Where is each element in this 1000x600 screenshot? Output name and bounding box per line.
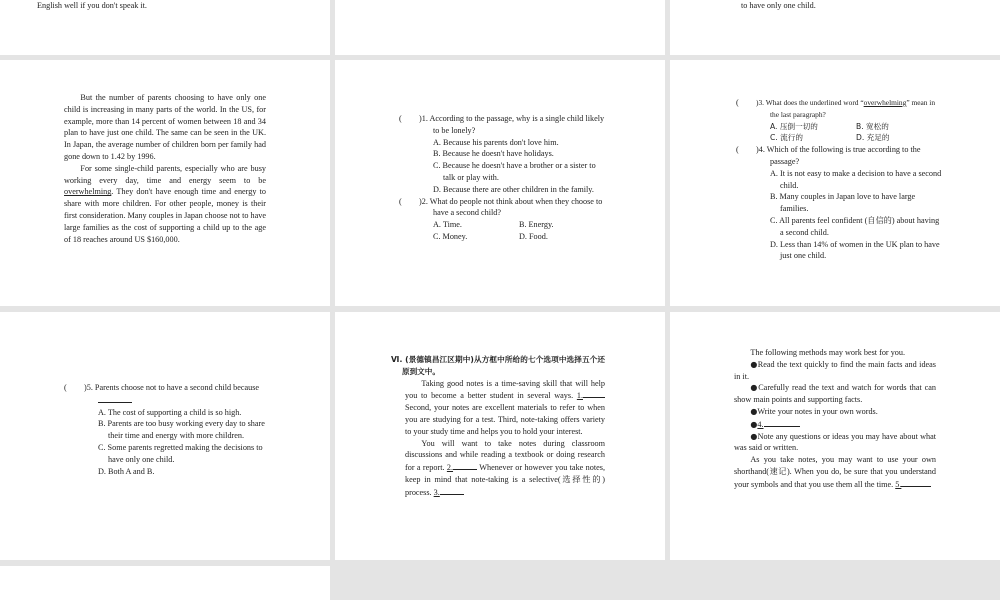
section-heading: Ⅵ. (景德镇昌江区期中)从方框中所给的七个选项中选择五个还原到文中。	[391, 355, 605, 376]
option-a: A. Because his parents don't love him.	[433, 137, 559, 147]
question-5	[60, 382, 270, 477]
method-text: Carefully read the text and watch for words that can show main points and supporting facts.	[734, 383, 937, 405]
passage-text-span: As you take notes, you may want to use your own shorthand(速记). When you do, be sure that you understand your symbols and that you use them all the time.	[734, 455, 936, 489]
page-questions-3-4	[670, 60, 1000, 306]
bullet-icon: ●	[750, 406, 758, 416]
option-d: D. Less than 14% of women in the UK plan to have just one child.	[770, 239, 940, 261]
question-stem	[84, 382, 270, 407]
option-b: B. Because he doesn't have holidays.	[433, 149, 554, 159]
method-item	[734, 406, 936, 418]
answer-blank[interactable]	[98, 394, 132, 403]
passage-text-span: . They don't have enough time and energy to share with more children. For other people, money is their first consideration. Many couples in Japan choose not to have large families as the cost of supporting a child up to the age of 18 reaches around US $160,000.	[64, 187, 266, 244]
method-item	[734, 382, 936, 406]
answer-paren: (	[64, 383, 67, 392]
blank-4[interactable]: 4.	[757, 419, 764, 429]
blank-5[interactable]: 5.	[895, 479, 902, 489]
option-c: C. All parents feel confident (自信的) about having a second child.	[770, 215, 940, 237]
section-6-passage	[391, 378, 605, 499]
answer-blank[interactable]	[583, 389, 605, 398]
method-text: Note any questions or ideas you may have about what was said or written.	[734, 431, 937, 453]
options-row	[433, 219, 605, 231]
question-block	[60, 382, 270, 477]
option-d: D. 充足的	[856, 133, 890, 143]
options-row	[770, 132, 942, 144]
option-a: A. 压倒一切的	[770, 121, 818, 131]
bullet-icon: ●	[750, 359, 758, 369]
option-c: C. Money.	[433, 231, 468, 241]
page-top-left	[0, 0, 330, 55]
passage-text-span: Second, your notes are excellent materials to refer to when you are studying for a test. Third, note-taking offers variety to your study time and helps you to hold your interest.	[405, 403, 605, 436]
question-1	[395, 113, 605, 196]
passage-text-span: You will want to take notes during classroom discussions and while reading a textbook or doing research for a report.	[405, 438, 605, 473]
methods-block	[734, 347, 936, 491]
option-a: A. Time.	[433, 220, 462, 230]
options-row	[770, 121, 942, 133]
option-d: D. Food.	[519, 231, 548, 241]
stem-text: )3. What does the underlined word “	[756, 98, 864, 107]
page-methods	[670, 312, 1000, 560]
answer-paren: (	[736, 98, 739, 107]
answer-paren: (	[399, 196, 402, 206]
question-block	[732, 97, 942, 262]
passage-text-span: Whenever or however you take notes, keep in mind that note-taking is a selective(选择性的) process.	[405, 463, 605, 497]
option-b: B. Many couples in Japan love to have large families.	[770, 192, 916, 214]
question-4	[732, 144, 942, 262]
passage-text	[64, 92, 266, 245]
answer-blank[interactable]	[440, 486, 464, 495]
underlined-word: overwhelming	[863, 98, 907, 107]
option-d: D. Both A and B.	[98, 466, 155, 476]
section-6-paragraph-1	[405, 378, 605, 438]
options-row	[433, 231, 605, 243]
option-a: A. The cost of supporting a child is so high.	[98, 407, 242, 417]
page-bottom-left	[0, 566, 330, 600]
answer-blank[interactable]	[764, 418, 800, 427]
blank-1[interactable]: 1.	[576, 391, 583, 401]
passage-text-span: For some single-child parents, especially who are busy working every day, time and energy seem to be	[64, 163, 266, 185]
method-text: Read the text quickly to find the main facts and ideas in it.	[734, 359, 936, 381]
methods-paragraph	[734, 454, 936, 490]
question-3	[732, 97, 942, 144]
question-block	[395, 113, 605, 243]
option-d: D. Because there are other children in the family.	[433, 184, 594, 194]
passage-paragraph-1: But the number of parents choosing to have only one child is increasing in many parts of the world. In the US, for example, more than 14 percent of women between 18 and 34 plan to have just one child. The same can be seen in the UK. In Japan, the average number of children born per family had gone down to 1.42 by 1996.	[64, 93, 266, 161]
methods-intro: The following methods may work best for you.	[750, 348, 906, 357]
question-stem	[756, 97, 942, 121]
bullet-icon: ●	[750, 431, 758, 441]
section-6-block	[391, 354, 605, 499]
stem-text: ” mean in the last paragraph?	[770, 98, 936, 119]
option-b: B. 宽松的	[856, 121, 889, 131]
answer-blank[interactable]	[901, 478, 931, 487]
option-a: A. It is not easy to make a decision to have a second child.	[770, 168, 942, 190]
underlined-word: overwhelming	[64, 187, 112, 197]
answer-paren: (	[736, 145, 739, 155]
page-questions-1-2	[335, 60, 665, 306]
method-item	[734, 431, 936, 455]
question-stem: )1. According to the passage, why is a single child likely to be lonely?	[419, 114, 605, 135]
page-passage	[0, 60, 330, 306]
option-c: C. Because he doesn't have a brother or a sister to talk or play with.	[433, 161, 596, 182]
bullet-icon: ●	[750, 419, 758, 429]
page-question-5	[0, 312, 330, 560]
question-stem: )2. What do people not think about when they choose to have a second child?	[419, 196, 603, 218]
page-top-middle	[335, 0, 665, 55]
blank-3[interactable]: 3.	[433, 487, 440, 497]
answer-blank[interactable]	[453, 461, 477, 470]
passage-text-span: Taking good notes is a time-saving skill that will help you to become a better student in several ways.	[405, 378, 605, 401]
method-item	[734, 418, 936, 431]
answer-paren: (	[399, 114, 402, 123]
passage-paragraph-2	[64, 163, 266, 246]
stem-text: )5. Parents choose not to have a second child because	[84, 383, 260, 392]
page-section-6	[335, 312, 665, 560]
method-item	[734, 359, 936, 383]
blank-2[interactable]: 2.	[446, 463, 454, 473]
text-fragment: to have only one child.	[741, 1, 816, 10]
bullet-icon: ●	[750, 383, 759, 393]
section-6-paragraph-2	[405, 438, 605, 499]
option-c: C. 流行的	[770, 133, 803, 143]
option-b: B. Parents are too busy working every day to share their time and energy with more children.	[98, 419, 265, 441]
question-2	[395, 196, 605, 243]
question-stem: )4. Which of the following is true according to the passage?	[756, 145, 921, 166]
option-b: B. Energy.	[519, 220, 554, 230]
page-top-right	[670, 0, 1000, 55]
option-c: C. Some parents regretted making the decisions to have only one child.	[98, 442, 263, 464]
text-fragment: English well if you don't speak it.	[37, 1, 147, 10]
method-text: Write your notes in your own words.	[757, 406, 878, 416]
